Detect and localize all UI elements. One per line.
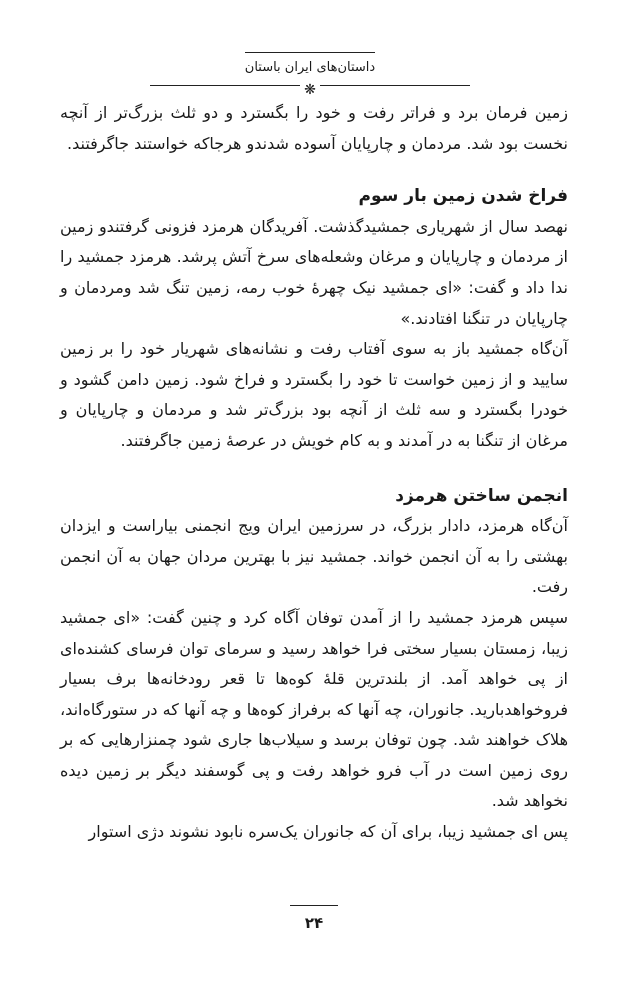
section1-paragraph-1: نهصد سال از شهریاری جمشیدگذشت. آفریدگان هرمزد فزونی گرفتندو زمین از مردمان و چارپایان و مرغان وشعله‌های سرخ آتش پرشد. هرمزد جمشید را ندا داد و گفت: «ای جمشید نیک چهرهٔ خوب رمه، زمین تنگ شد ومردمان و چارپایان در تنگنا افتادند.»: [60, 216, 568, 328]
ornament-icon: ❋: [300, 84, 320, 96]
header-title: داستان‌های ایران باستان: [244, 60, 376, 75]
header-top-rule: [245, 52, 375, 53]
intro-paragraph: زمین فرمان برد و فراتر رفت و خود را بگسترد و دو ثلث بزرگ‌تر از آنچه نخست بود شد. مردمان و چارپایان آسوده شدندو هرجاکه خواستند جاگرفتند.: [60, 103, 568, 153]
section2-paragraph-2: سپس هرمزد جمشید را از آمدن توفان آگاه کرد و چنین گفت: «ای جمشید زیبا، زمستان بسیار سختی فرا خواهد رسید و سرمای توان فرسای کشنده‌ای از پی خواهد آمد. از بلندترین قلهٔ کوه‌ها تا قعر رودخانه‌ها برف بسیار فروخواهدبارید. جانوران، چه آنها که برفراز کوه‌ها و چه آنها که در ستورگاه‌اند، هلاک خواهند شد. چون توفان برسد و سیلاب‌ها جاری شود چمنزارهایی که بر روی زمین است در آب فرو خواهد رفت و پی گوسفند دیگر بر زمین دیده نخواهد شد.: [60, 607, 568, 811]
section2-paragraph-3: پس ای جمشید زیبا، برای آن که جانوران یک‌سره نابود نشوند دژی استوار: [88, 822, 568, 842]
running-header: [150, 52, 470, 98]
section1-paragraph-2: آن‌گاه جمشید باز به سوی آفتاب رفت و نشانه‌های شهریار خود را بر زمین سایید و از زمین خواست تا خود را بگسترد و فراخ شود. زمین دامن گشود و خودرا بگسترد و سه ثلث از آنچه بود بزرگ‌تر شد و مردمان و چارپایان و مرغان از تنگنا به در آمدند و به کام خویش در عرصهٔ زمین جاگرفتند.: [60, 339, 568, 450]
footer-rule: [290, 905, 338, 906]
section-heading-hormozd-assembly: انجمن ساختن هرمزد: [395, 485, 568, 506]
section-heading-third-expansion: فراخ شدن زمین بار سوم: [358, 186, 568, 207]
page-number: ۲۴: [304, 914, 324, 932]
header-bottom-rule: [150, 79, 470, 98]
page-footer: [264, 905, 364, 934]
section2-paragraph-1: آن‌گاه هرمزد، دادار بزرگ، در سرزمین ایران ویج انجمنی بیاراست و ایزدان بهشتی را به آن انجمن خواند. جمشید نیز با بهترین مردان جهان به آن انجمن رفت.: [60, 516, 568, 597]
page-body: [60, 98, 568, 848]
